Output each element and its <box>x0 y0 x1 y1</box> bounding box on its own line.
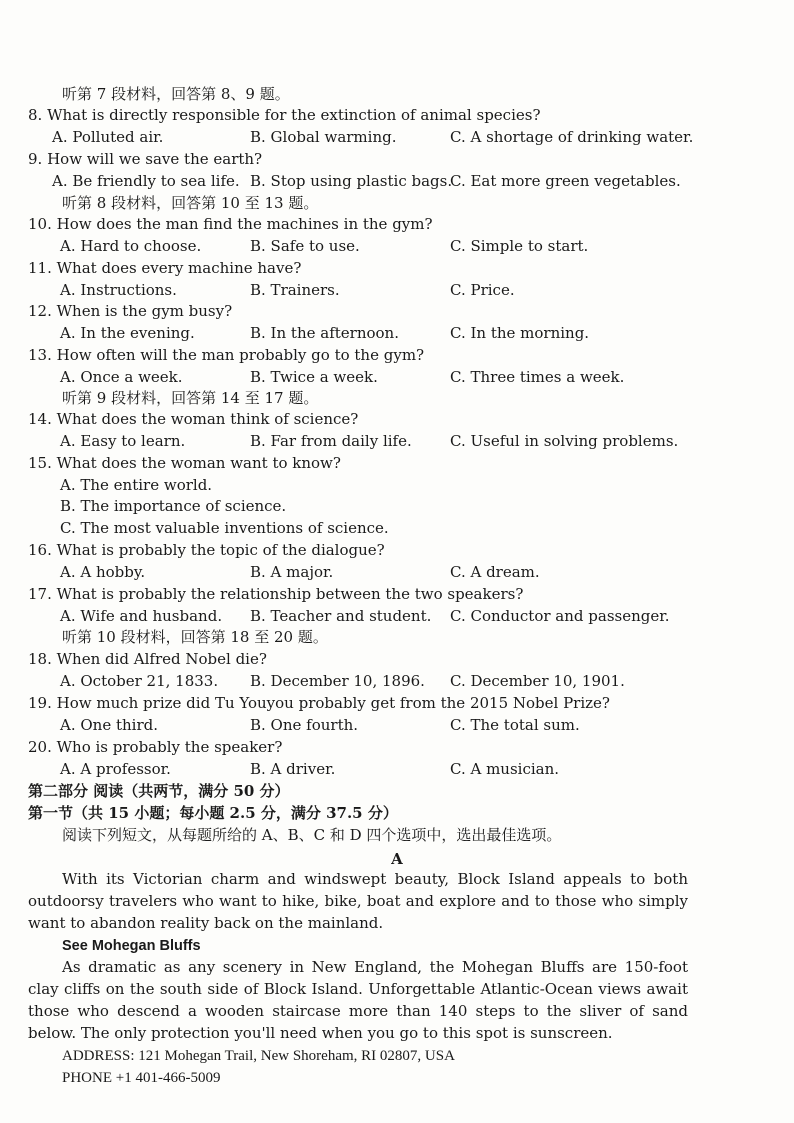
q13-option-b: B. Twice a week. <box>250 368 378 386</box>
q10-option-c: C. Simple to start. <box>450 237 589 255</box>
question-9: 9. How will we save the earth? <box>28 150 263 168</box>
q12-option-b: B. In the afternoon. <box>250 324 399 342</box>
q11-option-c: C. Price. <box>450 281 515 299</box>
part2-title: 第二部分 阅读（共两节，满分 50 分） <box>28 782 290 800</box>
q18-option-c: C. December 10, 1901. <box>450 672 625 690</box>
address-line: ADDRESS: 121 Mohegan Trail, New Shoreham, RI 02807, USA <box>62 1048 455 1064</box>
q20-option-b: B. A driver. <box>250 760 336 778</box>
question-11: 11. What does every machine have? <box>28 259 302 277</box>
q9-option-a: A. Be friendly to sea life. <box>52 172 240 190</box>
q15-option-a: A. The entire world. <box>60 476 213 494</box>
question-8: 8. What is directly responsible for the extinction of animal species? <box>28 106 541 124</box>
q12-option-a: A. In the evening. <box>60 324 195 342</box>
section1-title: 第一节（共 15 小题；每小题 2.5 分，满分 37.5 分） <box>28 804 398 822</box>
reading-instructions: 阅读下列短文，从每题所给的 A、B、C 和 D 四个选项中，选出最佳选项。 <box>62 826 562 844</box>
q17-option-b: B. Teacher and student. <box>250 607 432 625</box>
question-17: 17. What is probably the relationship between the two speakers? <box>28 585 524 603</box>
q16-option-b: B. A major. <box>250 563 334 581</box>
q13-option-a: A. Once a week. <box>60 368 183 386</box>
q19-option-b: B. One fourth. <box>250 716 359 734</box>
section-intro-7: 听第 7 段材料，回答第 8、9 题。 <box>62 85 290 103</box>
q18-option-b: B. December 10, 1896. <box>250 672 425 690</box>
passage-intro: With its Victorian charm and windswept beauty, Block Island appeals to both outdoorsy travelers who want to hike, bike, boat and explore and to those who simply want to abandon reality back on the mainland. <box>28 870 688 932</box>
question-16: 16. What is probably the topic of the dialogue? <box>28 541 385 559</box>
q8-option-c: C. A shortage of drinking water. <box>450 128 694 146</box>
q16-option-c: C. A dream. <box>450 563 540 581</box>
question-12: 12. When is the gym busy? <box>28 302 233 320</box>
q8-option-a: A. Polluted air. <box>52 128 164 146</box>
question-20: 20. Who is probably the speaker? <box>28 738 283 756</box>
q14-option-c: C. Useful in solving problems. <box>450 432 679 450</box>
q15-option-b: B. The importance of science. <box>60 497 287 515</box>
q11-option-b: B. Trainers. <box>250 281 340 299</box>
q19-option-c: C. The total sum. <box>450 716 580 734</box>
q19-option-a: A. One third. <box>60 716 158 734</box>
q12-option-c: C. In the morning. <box>450 324 590 342</box>
q14-option-b: B. Far from daily life. <box>250 432 412 450</box>
passage-letter: A <box>391 850 403 868</box>
question-19: 19. How much prize did Tu Youyou probably get from the 2015 Nobel Prize? <box>28 694 610 712</box>
q9-option-b: B. Stop using plastic bags. <box>250 172 453 190</box>
section-intro-10: 听第 10 段材料，回答第 18 至 20 题。 <box>62 628 328 646</box>
q17-option-c: C. Conductor and passenger. <box>450 607 670 625</box>
phone-line: PHONE +1 401-466-5009 <box>62 1070 221 1086</box>
passage-subheading: See Mohegan Bluffs <box>62 938 201 954</box>
section-intro-9: 听第 9 段材料，回答第 14 至 17 题。 <box>62 389 319 407</box>
q16-option-a: A. A hobby. <box>60 563 146 581</box>
question-10: 10. How does the man find the machines in the gym? <box>28 215 433 233</box>
q17-option-a: A. Wife and husband. <box>60 607 223 625</box>
q14-option-a: A. Easy to learn. <box>60 432 186 450</box>
q10-option-b: B. Safe to use. <box>250 237 360 255</box>
q8-option-b: B. Global warming. <box>250 128 397 146</box>
question-15: 15. What does the woman want to know? <box>28 454 341 472</box>
passage-body: As dramatic as any scenery in New England, the Mohegan Bluffs are 150-foot clay cliffs on the south side of Block Island. Unforgettable Atlantic-Ocean views await those who descend a wooden staircase more than 140 steps to the sliver of sand below. The only protection you'll need when you go to this spot is sunscreen. <box>28 958 688 1042</box>
question-13: 13. How often will the man probably go to the gym? <box>28 346 425 364</box>
q9-option-c: C. Eat more green vegetables. <box>450 172 681 190</box>
q20-option-c: C. A musician. <box>450 760 560 778</box>
q18-option-a: A. October 21, 1833. <box>60 672 219 690</box>
q10-option-a: A. Hard to choose. <box>60 237 202 255</box>
question-14: 14. What does the woman think of science? <box>28 410 359 428</box>
q13-option-c: C. Three times a week. <box>450 368 625 386</box>
q15-option-c: C. The most valuable inventions of science. <box>60 519 389 537</box>
section-intro-8: 听第 8 段材料，回答第 10 至 13 题。 <box>62 194 319 212</box>
q20-option-a: A. A professor. <box>60 760 171 778</box>
question-18: 18. When did Alfred Nobel die? <box>28 650 267 668</box>
q11-option-a: A. Instructions. <box>60 281 177 299</box>
